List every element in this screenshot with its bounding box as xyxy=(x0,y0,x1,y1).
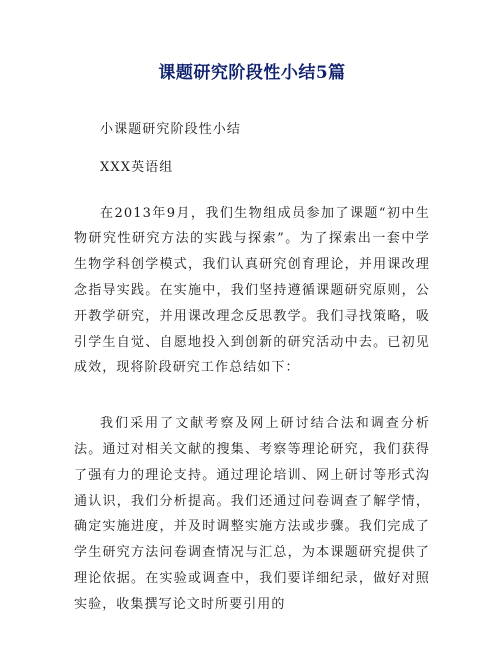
paragraph-2: 我们采用了文献考察及网上研讨结合法和调查分析法。通过对相关文献的搜集、考察等理论研究，我们获得了强有力的理论支持。通过理论培训、网上研讨等形式沟通认识，我们分析提高。我们还通过问卷调查了解学情，确定实施进度，并及时调整实施方法或步骤。我们完成了学生研究方法问卷调查情况与汇总，为本课题研究提供了理论依据。在实验或调查中，我们要详细纪录，做好对照实验，收集撰写论文时所要引用的 xyxy=(74,416,430,612)
paragraph-1: 在2013年9月，我们生物组成员参加了课题“初中生物研究性研究方法的实践与探索”。为了探索出一套中学生物学科创学模式，我们认真研究创育理论，并用课改理念指导实践。在实施中，我们坚持遵循课题研究原则，公开教学研究，并用课改理念反思教学。我们寻找策略，吸引学生自觉、自愿地投入到创新的研究活动中去。已初见成效，现将阶段研究工作总结如下： xyxy=(74,205,430,376)
document-group: XXX英语组 xyxy=(100,159,174,175)
document-title: 课题研究阶段性小结5篇 xyxy=(158,63,346,83)
document-subtitle: 小课题研究阶段性小结 xyxy=(100,122,242,137)
